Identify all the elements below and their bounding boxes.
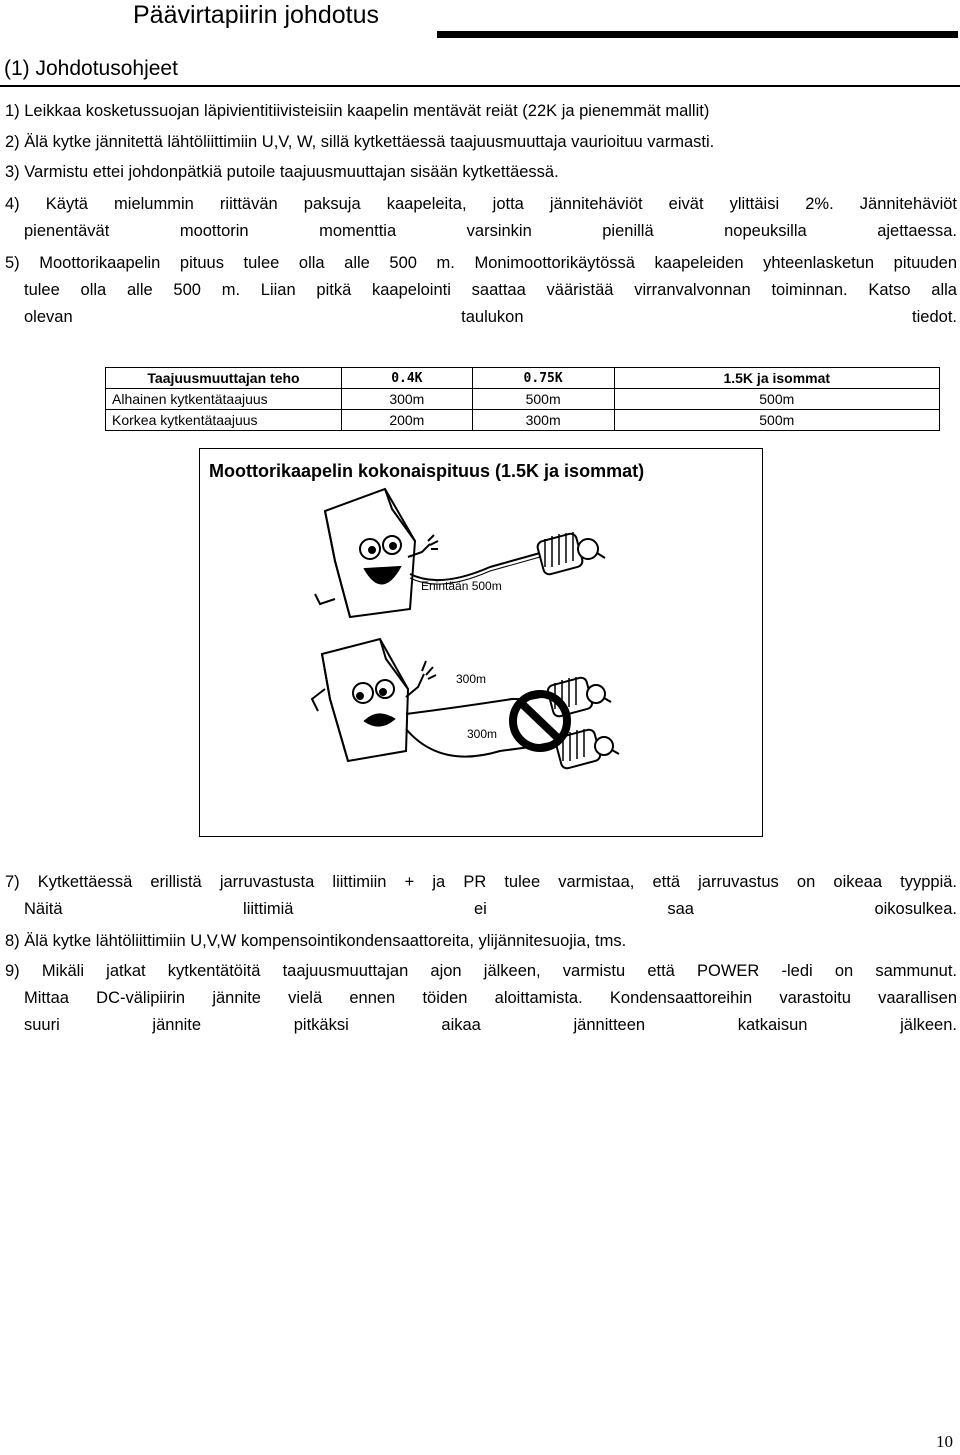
instruction-5-line-2: tulee olla alle 500 m. Liian pitkä kaapelointi saattaa vääristää virranvalvonnan toiminnan. Katso alla bbox=[24, 281, 957, 299]
table-row bbox=[106, 389, 940, 410]
instruction-1-text: 1) Leikkaa kosketussuojan läpivientitiivisteisiin kaapelin mentävät reiät (22K ja pienemmät mallit) bbox=[5, 102, 710, 120]
motor-icon bbox=[536, 532, 605, 576]
instruction-2-text: 2) Älä kytke jännitettä lähtöliittimiin U,V, W, sillä kytkettäessä taajuusmuuttaja vaurioituu varmasti. bbox=[5, 133, 715, 151]
instruction-2 bbox=[5, 129, 714, 156]
header-rule bbox=[437, 31, 958, 38]
table-header-row bbox=[106, 368, 940, 389]
instruction-9-line-2: Mittaa DC-välipiirin jännite vielä ennen töiden aloittamista. Kondensaattoreihin varastoitu vaarallisen bbox=[24, 989, 957, 1007]
happy-inverter-icon bbox=[315, 489, 438, 617]
table-header-cell: Taajuusmuuttajan teho bbox=[106, 368, 342, 389]
instruction-8-text: 8) Älä kytke lähtöliittimiin U,V,W kompensointikondensaattoreita, ylijännitesuojia, tms. bbox=[5, 932, 627, 950]
instruction-7 bbox=[5, 869, 957, 923]
instruction-5-line-3: olevan taulukon tiedot. bbox=[24, 308, 957, 326]
page-number: 10 bbox=[936, 1432, 953, 1451]
instruction-9-line-3: suuri jännite pitkäksi aikaa jännitteen katkaisun jälkeen. bbox=[24, 1016, 957, 1034]
table-header-cell: 0.75K bbox=[472, 368, 614, 389]
instruction-8 bbox=[5, 928, 626, 955]
section-title: (1) Johdotusohjeet bbox=[4, 57, 178, 80]
instruction-7-line-1: 7) Kytkettäessä erillistä jarruvastusta liittimiin + ja PR tulee varmistaa, että jarruvastus on oikeaa tyyppiä. bbox=[5, 873, 957, 891]
table-header-cell: 1.5K ja isommat bbox=[614, 368, 939, 389]
table-cell: Alhainen kytkentätaajuus bbox=[106, 389, 342, 410]
prohibited-icon bbox=[513, 694, 567, 748]
table-cell: 300m bbox=[342, 389, 473, 410]
motor-cable-figure bbox=[199, 448, 763, 837]
instruction-3 bbox=[5, 159, 559, 186]
table-cell: 500m bbox=[614, 410, 939, 431]
table-header-cell: 0.4K bbox=[342, 368, 473, 389]
sad-inverter-icon bbox=[312, 639, 436, 761]
table-cell: 300m bbox=[472, 410, 614, 431]
instruction-9-line-1: 9) Mikäli jatkat kytkentätöitä taajuusmuuttajan ajon jälkeen, varmistu että POWER -ledi on sammunut. bbox=[5, 962, 957, 980]
instruction-9 bbox=[5, 958, 957, 1039]
instruction-5 bbox=[5, 250, 957, 331]
instruction-4-line-1: 4) Käytä mielummin riittävän paksuja kaapeleita, jotta jännitehäviöt eivät ylittäisi 2%. Jännitehäviöt bbox=[5, 195, 957, 213]
instruction-4 bbox=[5, 191, 957, 245]
cable-illustration bbox=[200, 449, 762, 836]
table-cell: 500m bbox=[472, 389, 614, 410]
table-cell: 500m bbox=[614, 389, 939, 410]
cable-line bbox=[410, 553, 540, 580]
section-rule bbox=[0, 85, 960, 87]
instruction-7-line-2: Näitä liittimiä ei saa oikosulkea. bbox=[24, 900, 957, 918]
table-row bbox=[106, 410, 940, 431]
cable-length-label: Enintään 500m bbox=[421, 579, 502, 593]
cable-length-table bbox=[105, 367, 940, 431]
table-cell: Korkea kytkentätaajuus bbox=[106, 410, 342, 431]
instruction-4-line-2: pienentävät moottorin momenttia varsinkin pienillä nopeuksilla ajettaessa. bbox=[24, 222, 957, 240]
cable-length-label: 300m bbox=[467, 727, 498, 741]
instruction-3-text: 3) Varmistu ettei johdonpätkiä putoile taajuusmuuttajan sisään kytkettäessä. bbox=[5, 163, 559, 181]
page-header bbox=[0, 0, 960, 40]
instruction-5-line-1: 5) Moottorikaapelin pituus tulee olla alle 500 m. Monimoottorikäytössä kaapeleiden yhteenlasketun pituuden bbox=[5, 254, 957, 272]
cable-length-label: 300m bbox=[456, 672, 487, 686]
table-cell: 200m bbox=[342, 410, 473, 431]
instruction-1 bbox=[5, 98, 709, 125]
page-title: Päävirtapiirin johdotus bbox=[133, 1, 379, 29]
figure-title: Moottorikaapelin kokonaispituus (1.5K ja isommat) bbox=[209, 461, 645, 481]
